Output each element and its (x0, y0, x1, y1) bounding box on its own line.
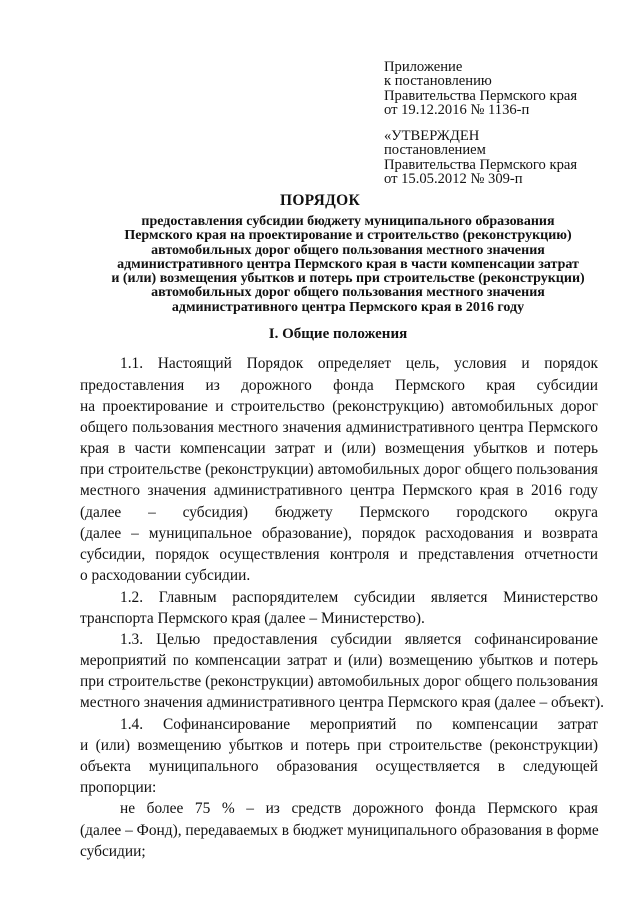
approval-line: постановлением (384, 142, 486, 159)
subtitle-line: и (или) возмещения убытков и потерь при строительстве (реконструкции) (111, 271, 585, 287)
approval-line: «УТВЕРЖДЕН (384, 128, 480, 144)
paragraph-line: края в части компенсации затрат и (или) возмещения убытков и потерь (80, 440, 598, 457)
appendix-line: к постановлению (384, 73, 492, 90)
approval-line: от 15.05.2012 № 309-п (384, 170, 523, 187)
paragraph-line: субсидии, порядок осуществления контроля и представления отчетности (80, 546, 598, 563)
paragraph-line: пропорции: (80, 779, 157, 796)
subtitle-line: предоставления субсидии бюджету муниципального образования (141, 214, 555, 229)
document-subtitle (80, 215, 616, 315)
subtitle-line: автомобильных дорог общего пользования местного значения (151, 242, 545, 258)
document-title: ПОРЯДОК (279, 192, 361, 209)
approval-line: Правительства Пермского края (384, 156, 578, 173)
paragraph-line: 1.2. Главным распорядителем субсидии является Министерство (120, 589, 598, 606)
paragraph-line: транспорта Пермского края (далее – Министерство). (80, 610, 425, 627)
paragraph-line: (далее – субсидия) бюджету Пермского городского округа (80, 504, 598, 521)
paragraph-line: при строительстве (реконструкции) автомобильных дорог общего пользования (80, 461, 598, 478)
paragraph-line: о расходовании субсидии. (80, 567, 251, 584)
section-heading: I. Общие положения (268, 326, 408, 342)
paragraph-line: (далее – муниципальное образование), порядок расходования и возврата (80, 525, 598, 542)
paragraph-line: и (или) возмещению убытков и потерь при строительстве (реконструкции) (80, 737, 598, 754)
paragraph-line: 1.1. Настоящий Порядок определяет цель, условия и порядок (120, 355, 598, 372)
paragraph-line: при строительстве (реконструкции) автомобильных дорог общего пользования (80, 673, 598, 690)
paragraph-line: местного значения административного центра Пермского края в 2016 году (80, 482, 598, 499)
subtitle-line: Пермского края на проектирование и строительство (реконструкцию) (124, 228, 572, 244)
subtitle-line: автомобильных дорог общего пользования местного значения (151, 285, 545, 301)
paragraph-line: 1.3. Целью предоставления субсидии является софинансирование (120, 631, 598, 648)
paragraph-line: (далее – Фонд), передаваемых в бюджет муниципального образования в форме (80, 822, 599, 839)
paragraph-line: местного значения административного центра Пермского края (далее – объект). (80, 694, 604, 711)
appendix-line: Приложение (384, 59, 463, 75)
paragraph-line: объекта муниципального образования осуществляется в следующей (80, 758, 598, 775)
subtitle-line: административного центра Пермского края в части компенсации затрат (117, 256, 579, 272)
appendix-line: от 19.12.2016 № 1136-п (384, 101, 530, 118)
paragraph-line: общего пользования местного значения административного центра Пермского (80, 419, 598, 436)
paragraph-line: мероприятий по компенсации затрат и (или) возмещению убытков и потерь (80, 652, 598, 669)
paragraph-line: на проектирование и строительство (реконструкцию) автомобильных дорог (80, 398, 598, 415)
paragraph-line: не более 75 % – из средств дорожного фонда Пермского края (120, 800, 598, 817)
appendix-line: Правительства Пермского края (384, 87, 578, 104)
paragraph-line: субсидии; (80, 843, 146, 860)
paragraph-line: предоставления из дорожного фонда Пермского края субсидии (80, 377, 598, 394)
appendix-note (384, 60, 577, 117)
subtitle-line: административного центра Пермского края в 2016 году (171, 299, 525, 315)
paragraph-line: 1.4. Софинансирование мероприятий по компенсации затрат (120, 716, 598, 733)
approval-note (384, 129, 577, 186)
